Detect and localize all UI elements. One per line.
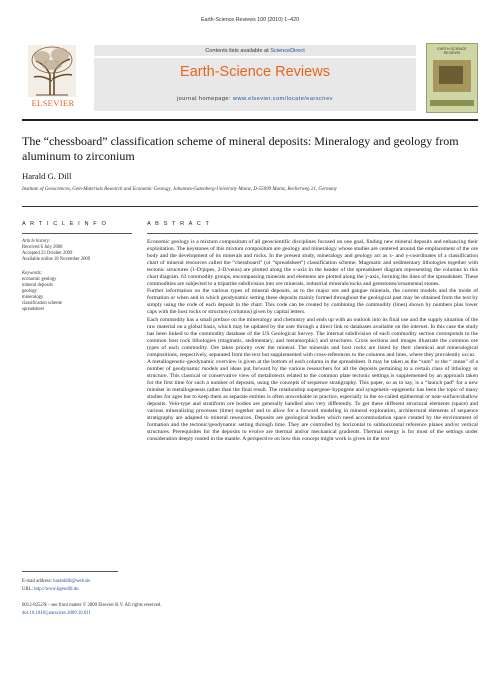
abstract-paragraph: Each commodity has a small preface on the mineralogy and chemistry and ends up with an outlook into its final use and the supply situation of the raw material on a global basis, which may be updated by the user through a direct link to databases available on the internet. In this case the study has been linked to the commodity database of the US Geological Survey. The internal subdivision of each commodity section corresponds to the common host rock lithologies (magmatic, sedimentary, and metamorphic) and structures. Cross sections and images illustrate the common ore types of each commodity. Ore takes priority over the mineral. The minerals and host rocks are listed by their chemical and mineralogical compositions, respectively, separated from the text but supplemented with cross-references to the columns and lines, where they prevalently occur. — [147, 316, 478, 358]
email-footnote — [22, 579, 91, 584]
masthead-rule — [22, 119, 478, 121]
keywords-label: Keywords: — [22, 271, 43, 276]
history-received: Received 6 July 2008 — [22, 245, 63, 250]
email-label: E-mail address: — [22, 579, 54, 584]
keyword-item: mineralogy — [22, 295, 44, 300]
author-name: Harald G. Dill — [22, 171, 72, 181]
cover-band — [430, 100, 474, 106]
sciencedirect-link[interactable]: ScienceDirect — [270, 48, 305, 54]
publisher-logo[interactable] — [22, 43, 84, 113]
keyword-item: classification scheme — [22, 301, 62, 306]
article-title: The “chessboard” classification scheme of mineral deposits: Mineralogy and geology from aluminum to zirconium — [22, 134, 459, 163]
author-affiliation: Institute of Geosciences, Gem-Materials Research and Economic Geology, Johannes-Gutenberg-University Mainz, D-55099 Mainz, Becherweg 21, Germany — [22, 187, 337, 192]
header-rule — [22, 206, 478, 207]
masthead-divider — [94, 56, 416, 58]
journal-cover-image[interactable] — [426, 43, 478, 113]
homepage-link[interactable]: www.elsevier.com/locate/earscirev — [232, 96, 334, 102]
elsevier-tree-icon — [28, 45, 76, 97]
abstract-paragraph: Economic geology is a mixtum compositum of all geoscientific disciplines focused on one goal, finding new mineral deposits and enhancing their exploitation. The keystones of this mixtum compositum are geology and mineralogy whose studies are centered around the emplacement of the ore body and the development of its minerals and rocks. In the present study, mineralogy and geology act as x- and y-coordinates of a classification chart of mineral resources called the “chessboard” (or “spreadsheet”) classification scheme. Magmatic and sedimentary lithologies together with tectonic structures (1-D/pipes, 2-D/veins) are plotted along the x-axis in the header of the spreadsheet diagram representing the columns in this chart diagram. 63 commodity groups, encompassing minerals and elements are plotted along the y-axis, forming the lines of the spreadsheet. These commodities are subjected to a tripartite subdivision into ore minerals, industrial minerals/rocks and gemstones/ornamental stones. — [147, 239, 478, 288]
email-link[interactable]: haralddill@web.de. — [53, 579, 91, 584]
article-info-heading: A R T I C L E I N F O — [22, 221, 108, 227]
abstract-rule — [147, 233, 478, 234]
journal-masthead — [22, 43, 478, 115]
abstract-heading: A B S T R A C T — [147, 221, 211, 227]
author-url-link[interactable]: http://www.hgeodill.de. — [34, 587, 80, 592]
journal-title[interactable]: Earth-Science Reviews — [180, 64, 330, 80]
article-info-rule — [22, 233, 132, 234]
contents-line — [94, 48, 416, 54]
doi-link[interactable]: doi:10.1016/j.earscirev.2009.10.011 — [22, 611, 91, 616]
keyword-item: geology — [22, 289, 38, 294]
homepage-label: journal homepage: — [176, 96, 233, 102]
keyword-item: economic geology — [22, 277, 57, 282]
doi-line — [22, 611, 91, 616]
journal-reference: Earth-Science Reviews 100 (2010) 1–420 — [200, 17, 300, 23]
contents-prefix: Contents lists available at — [205, 48, 271, 54]
history-online: Available online 18 November 2009 — [22, 257, 91, 262]
url-footnote — [22, 587, 80, 592]
cover-photo-detail — [439, 66, 463, 84]
abstract-paragraph: A metallogenetic-geodynamic overview is given at the bottom of each column in the spreadsheet. It may be taken as the “sum” or the “ mean” of a number of geodynamic models and ideas put forward by the various researchers for all the deposits pertaining to a certain class of lithology or structure. This classical or conservative view of metallotects related to the common plate tectonic settings is supplemented by an approach taken for the first time for such a number of deposits, using the concepts of sequence stratigraphy. This paper, so as to say, is a “launch pad” for a new mindset in metallogenesis rather than the final result. The relationship supergene–hypogene and syngenetic–epigenetic has been the topic of many studies for ages but to keep them as separate entities is often unworkable in practice, especially in the so-called epithermal or near-surface/shallow deposits. Vein-type and stratiform ore bodies are generally handled also very differently. To get these different structural elements (space) and various mineralizing processes (time) together and to allow for a forward modeling in mineral exploration, architectural elements of sequence stratigraphy are adapted to mineral resources. Deposits are geological bodies which need accommodation space created by the environment of formation and the tectonic/geodynamic setting through time. They are controlled by horizontal to subhorizontal reference planes and/or vertical structures. Prerequisites for the deposits to evolve are thermal and/or mechanical gradients. Thermal energy is for most of the settings under consideration deeply rooted in the mantle. A perspective on how this concept might work is given in the text — [147, 358, 478, 443]
history-accepted: Accepted 23 October 2009 — [22, 251, 73, 256]
keyword-item: mineral deposits — [22, 283, 53, 288]
keyword-item: spreadsheet — [22, 307, 44, 312]
url-label: URL: — [22, 587, 35, 592]
abstract-paragraph: Further information on the various types of mineral deposits, as to the major ore and gangue minerals, the current models and the mode of formation or when and in which geodynamic setting these deposits mainly formed throughout the geological past may be obtained from the text by simply using the code of each deposit in the chart. This code can be created by combining the commodity (lines) shown by numbers plus lower caps with the host rocks or structure (columns) given by capital letters. — [147, 288, 478, 316]
journal-homepage — [94, 96, 416, 102]
history-label: Article history: — [22, 239, 51, 244]
masthead-center — [94, 45, 416, 111]
footnote-rule — [22, 571, 118, 572]
cover-title: EARTH-SCIENCE REVIEWS — [437, 47, 467, 55]
publisher-name: ELSEVIER — [31, 98, 75, 108]
copyright-line: 0012-8252/$ – see front matter © 2009 Elsevier B.V. All rights reserved. — [22, 603, 162, 608]
abstract-body — [147, 239, 478, 443]
